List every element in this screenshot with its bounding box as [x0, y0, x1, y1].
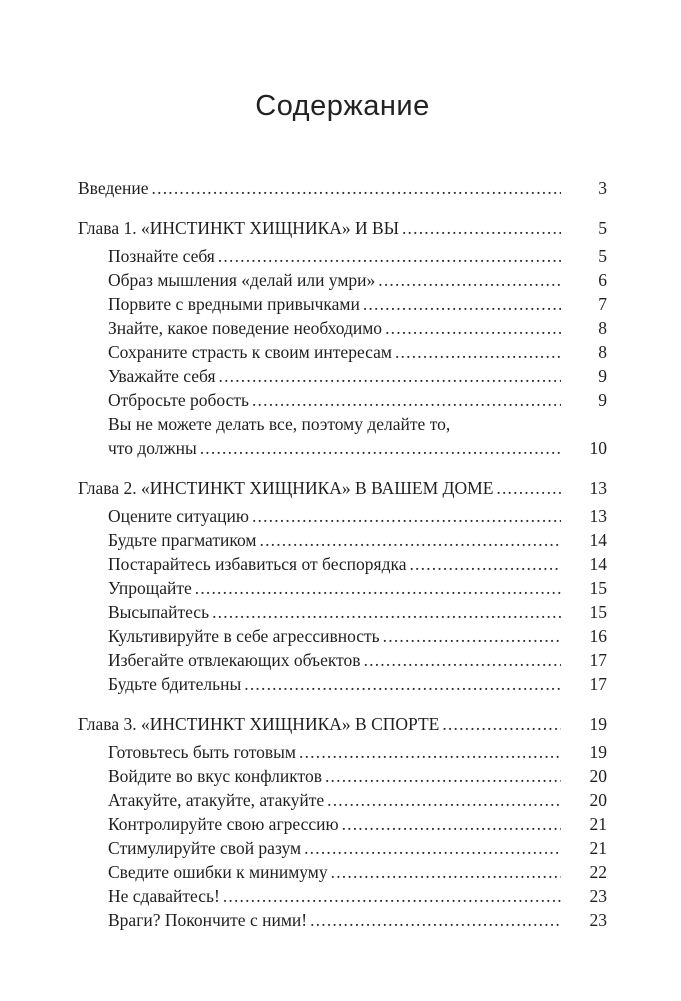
toc-entry — [78, 364, 607, 388]
toc-entry-label: Порвите с вредными привычками — [108, 294, 360, 314]
dot-leader — [385, 316, 561, 340]
dot-leader — [195, 576, 561, 600]
dot-leader — [342, 812, 561, 836]
toc-entry-label: Постарайтесь избавиться от беспорядка — [108, 554, 407, 574]
toc-entry-page: 9 — [598, 366, 607, 386]
toc-entry-label: Познайте себя — [108, 246, 215, 266]
toc-entry — [78, 908, 607, 932]
toc-entry-page: 13 — [589, 478, 607, 498]
toc-entry-label: Упрощайте — [108, 578, 192, 598]
dot-leader — [363, 292, 561, 316]
toc-entry — [78, 552, 607, 576]
toc-entry-label: Высыпайтесь — [108, 602, 210, 622]
dot-leader — [364, 648, 561, 672]
toc-entry — [78, 812, 607, 836]
toc-entry-page: 19 — [589, 742, 607, 762]
toc-entry — [78, 836, 607, 860]
toc-entry-page: 15 — [589, 602, 607, 622]
toc-entry-label: Будьте прагматиком — [108, 530, 257, 550]
toc-entry-label: Уважайте себя — [108, 366, 216, 386]
toc-entry — [78, 788, 607, 812]
toc-entry-label: Стимулируйте свой разум — [108, 838, 302, 858]
toc-entry-page: 7 — [598, 294, 607, 314]
toc-entry-label: Введение — [78, 178, 149, 198]
toc-entry — [78, 712, 607, 736]
toc-entry-label: Образ мышления «делай или умри» — [108, 270, 376, 290]
toc-entry-label: Знайте, какое поведение необходимо — [108, 318, 383, 338]
dot-leader — [331, 860, 561, 884]
toc-entry — [78, 672, 607, 696]
page-title: Содержание — [255, 90, 430, 122]
dot-leader — [223, 884, 561, 908]
toc-entry — [78, 412, 607, 436]
dot-leader — [378, 268, 561, 292]
toc-entry-page: 17 — [589, 650, 607, 670]
toc-entry — [78, 884, 607, 908]
dot-leader — [327, 788, 561, 812]
toc-entry — [78, 388, 607, 412]
dot-leader — [402, 216, 561, 240]
toc-entry — [78, 860, 607, 884]
toc-entry-page: 19 — [589, 714, 607, 734]
dot-leader — [304, 836, 561, 860]
toc-entry-page: 5 — [598, 246, 607, 266]
toc-entry-label: Войдите во вкус конфликтов — [108, 766, 322, 786]
toc-entry — [78, 600, 607, 624]
toc-entry-page: 16 — [589, 626, 607, 646]
dot-leader — [200, 436, 561, 460]
toc-entry-label: Вы не можете делать все, поэтому делайте то, — [108, 414, 451, 434]
toc-entry-label: Отбросьте робость — [108, 390, 249, 410]
toc-list — [78, 176, 607, 932]
dot-leader — [442, 712, 561, 736]
toc-entry-label: Готовьтесь быть готовым — [108, 742, 297, 762]
toc-entry-label: Сведите ошибки к минимуму — [108, 862, 328, 882]
dot-leader — [496, 476, 561, 500]
toc-entry-label: что должны — [108, 438, 197, 458]
dot-leader — [252, 388, 561, 412]
toc-entry — [78, 476, 607, 500]
toc-entry — [78, 648, 607, 672]
toc-entry — [78, 268, 607, 292]
toc-entry-label: Глава 2. «ИНСТИНКТ ХИЩНИКА» В ВАШЕМ ДОМЕ — [78, 478, 494, 498]
toc-entry-page: 23 — [589, 886, 607, 906]
dot-leader — [325, 764, 561, 788]
dot-leader — [409, 552, 561, 576]
toc-entry — [78, 316, 607, 340]
toc-entry — [78, 340, 607, 364]
toc-entry-page: 17 — [589, 674, 607, 694]
toc-entry — [78, 216, 607, 240]
toc-entry-label: Культивируйте в себе агрессивность — [108, 626, 380, 646]
toc-entry-page: 22 — [589, 862, 607, 882]
toc-entry-page: 5 — [598, 218, 607, 238]
toc-entry-page: 21 — [589, 838, 607, 858]
dot-leader — [152, 176, 561, 200]
toc-entry-page: 9 — [598, 390, 607, 410]
dot-leader — [218, 244, 561, 268]
toc-entry-label: Избегайте отвлекающих объектов — [108, 650, 361, 670]
dot-leader — [383, 624, 561, 648]
dot-leader — [219, 364, 562, 388]
toc-entry-page: 3 — [598, 178, 607, 198]
toc-entry-page: 8 — [598, 342, 607, 362]
dot-leader — [212, 600, 561, 624]
toc-entry-label: Враги? Покончите с ними! — [108, 910, 308, 930]
toc-entry-label: Будьте бдительны — [108, 674, 242, 694]
toc-entry-label: Глава 3. «ИНСТИНКТ ХИЩНИКА» В СПОРТЕ — [78, 714, 440, 734]
toc-entry-label: Глава 1. «ИНСТИНКТ ХИЩНИКА» И ВЫ — [78, 218, 399, 238]
toc-entry-page: 20 — [589, 790, 607, 810]
toc-entry-page: 14 — [589, 530, 607, 550]
toc-entry-page: 20 — [589, 766, 607, 786]
toc-entry — [78, 244, 607, 268]
toc-entry-label: Атакуйте, атакуйте, атакуйте — [108, 790, 325, 810]
dot-leader — [252, 504, 561, 528]
toc-entry — [78, 436, 607, 460]
toc-entry — [78, 504, 607, 528]
toc-entry-page: 14 — [589, 554, 607, 574]
toc-entry — [78, 576, 607, 600]
toc-entry — [78, 176, 607, 200]
toc-entry-page: 8 — [598, 318, 607, 338]
toc-entry-label: Контролируйте свою агрессию — [108, 814, 339, 834]
dot-leader — [260, 528, 562, 552]
toc-entry — [78, 624, 607, 648]
toc-entry — [78, 292, 607, 316]
dot-leader — [244, 672, 561, 696]
toc-entry-label: Оцените ситуацию — [108, 506, 249, 526]
toc-entry-page: 10 — [589, 438, 607, 458]
toc-entry-page: 6 — [598, 270, 607, 290]
toc-entry-page: 23 — [589, 910, 607, 930]
toc-entry-label: Сохраните страсть к своим интересам — [108, 342, 392, 362]
toc-entry-page: 13 — [589, 506, 607, 526]
toc-entry — [78, 528, 607, 552]
toc-entry-page: 21 — [589, 814, 607, 834]
dot-leader — [395, 340, 561, 364]
dot-leader — [299, 740, 561, 764]
dot-leader — [310, 908, 561, 932]
toc-entry — [78, 764, 607, 788]
toc-entry — [78, 740, 607, 764]
toc-entry-label: Не сдавайтесь! — [108, 886, 220, 906]
toc-entry-page: 15 — [589, 578, 607, 598]
